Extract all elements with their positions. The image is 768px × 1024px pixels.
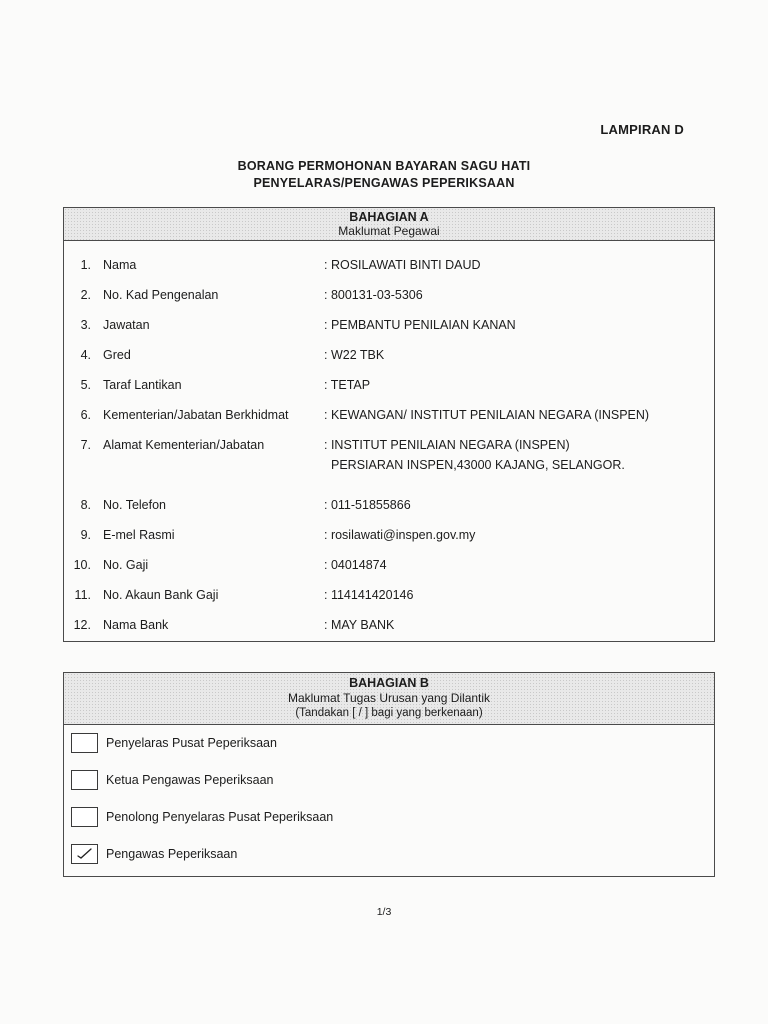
info-row-emel bbox=[64, 525, 714, 545]
page-number: 1/3 bbox=[376, 906, 392, 918]
row-label: No. Akaun Bank Gaji bbox=[103, 588, 219, 602]
row-number: 8. bbox=[80, 498, 91, 512]
info-row-akaun-bank bbox=[64, 585, 714, 605]
section-b-header bbox=[64, 673, 714, 725]
row-label: E-mel Rasmi bbox=[103, 528, 175, 542]
row-value: : ROSILAWATI BINTI DAUD bbox=[324, 258, 481, 272]
row-value-line-2: PERSIARAN INSPEN,43000 KAJANG, SELANGOR. bbox=[331, 458, 625, 472]
row-label: No. Telefon bbox=[103, 498, 167, 512]
row-value: : PEMBANTU PENILAIAN KANAN bbox=[324, 318, 516, 332]
row-label: Jawatan bbox=[103, 318, 150, 332]
info-row-kementerian bbox=[64, 405, 714, 425]
row-value: : TETAP bbox=[324, 378, 371, 392]
row-label: Kementerian/Jabatan Berkhidmat bbox=[103, 408, 289, 422]
row-number: 4. bbox=[80, 348, 91, 362]
row-value: : 114141420146 bbox=[324, 588, 414, 602]
row-value: : W22 TBK bbox=[324, 348, 385, 362]
info-row-taraf-lantikan bbox=[64, 375, 714, 395]
row-value: : 04014874 bbox=[324, 558, 387, 572]
info-row-alamat bbox=[64, 435, 714, 472]
row-value: : KEWANGAN/ INSTITUT PENILAIAN NEGARA (INSPEN) bbox=[324, 408, 650, 422]
section-b bbox=[63, 672, 715, 877]
row-number: 12. bbox=[73, 618, 91, 632]
info-row-kad-pengenalan bbox=[64, 285, 714, 305]
option-label: Pengawas Peperiksaan bbox=[106, 847, 238, 861]
row-value: : MAY BANK bbox=[324, 618, 395, 632]
option-label: Penolong Penyelaras Pusat Peperiksaan bbox=[106, 810, 334, 824]
option-label: Ketua Pengawas Peperiksaan bbox=[106, 773, 274, 787]
checkmark-icon bbox=[75, 846, 95, 862]
info-row-gred bbox=[64, 345, 714, 365]
option-checkbox[interactable] bbox=[71, 733, 98, 753]
section-a-header bbox=[64, 208, 714, 241]
option-checkbox[interactable] bbox=[71, 770, 98, 790]
info-row-nama bbox=[64, 255, 714, 275]
row-number: 10. bbox=[73, 558, 91, 572]
row-number: 9. bbox=[80, 528, 91, 542]
form-title-line-2: PENYELARAS/PENGAWAS PEPERIKSAAN bbox=[253, 176, 515, 190]
row-number: 1. bbox=[80, 258, 91, 272]
info-row-telefon bbox=[64, 495, 714, 515]
row-number: 6. bbox=[80, 408, 91, 422]
info-row-nama-bank bbox=[64, 615, 714, 635]
row-number: 11. bbox=[74, 588, 91, 602]
form-title-line-1: BORANG PERMOHONAN BAYARAN SAGU HATI bbox=[237, 159, 531, 173]
info-row-jawatan bbox=[64, 315, 714, 335]
section-a-subheading: Maklumat Pegawai bbox=[338, 224, 440, 238]
row-value: : 800131-03-5306 bbox=[324, 288, 423, 302]
row-number: 3. bbox=[80, 318, 91, 332]
row-label: No. Gaji bbox=[103, 558, 149, 572]
row-number: 2. bbox=[80, 288, 91, 302]
section-b-heading: BAHAGIAN B bbox=[349, 676, 429, 690]
row-label: Nama Bank bbox=[103, 618, 169, 632]
row-value: : 011-51855866 bbox=[324, 498, 411, 512]
row-value: : INSTITUT PENILAIAN NEGARA (INSPEN) bbox=[324, 438, 570, 452]
row-number: 5. bbox=[80, 378, 91, 392]
option-label: Penyelaras Pusat Peperiksaan bbox=[106, 736, 277, 750]
row-label: No. Kad Pengenalan bbox=[103, 288, 219, 302]
option-checkbox[interactable] bbox=[71, 844, 98, 864]
section-b-subheading: Maklumat Tugas Urusan yang Dilantik bbox=[287, 691, 491, 705]
info-row-gaji bbox=[64, 555, 714, 575]
row-number: 7. bbox=[80, 438, 91, 452]
row-label: Gred bbox=[103, 348, 131, 362]
row-label: Taraf Lantikan bbox=[103, 378, 182, 392]
row-value: : rosilawati@inspen.gov.my bbox=[324, 528, 476, 542]
form-title bbox=[0, 158, 768, 192]
section-a bbox=[63, 207, 715, 642]
row-label: Alamat Kementerian/Jabatan bbox=[103, 438, 265, 452]
option-checkbox[interactable] bbox=[71, 807, 98, 827]
section-b-instruction: (Tandakan [ / ] bagi yang berkenaan) bbox=[295, 707, 483, 719]
section-a-heading: BAHAGIAN A bbox=[349, 210, 429, 224]
lampiran-label: LAMPIRAN D bbox=[600, 122, 684, 137]
row-label: Nama bbox=[103, 258, 137, 272]
